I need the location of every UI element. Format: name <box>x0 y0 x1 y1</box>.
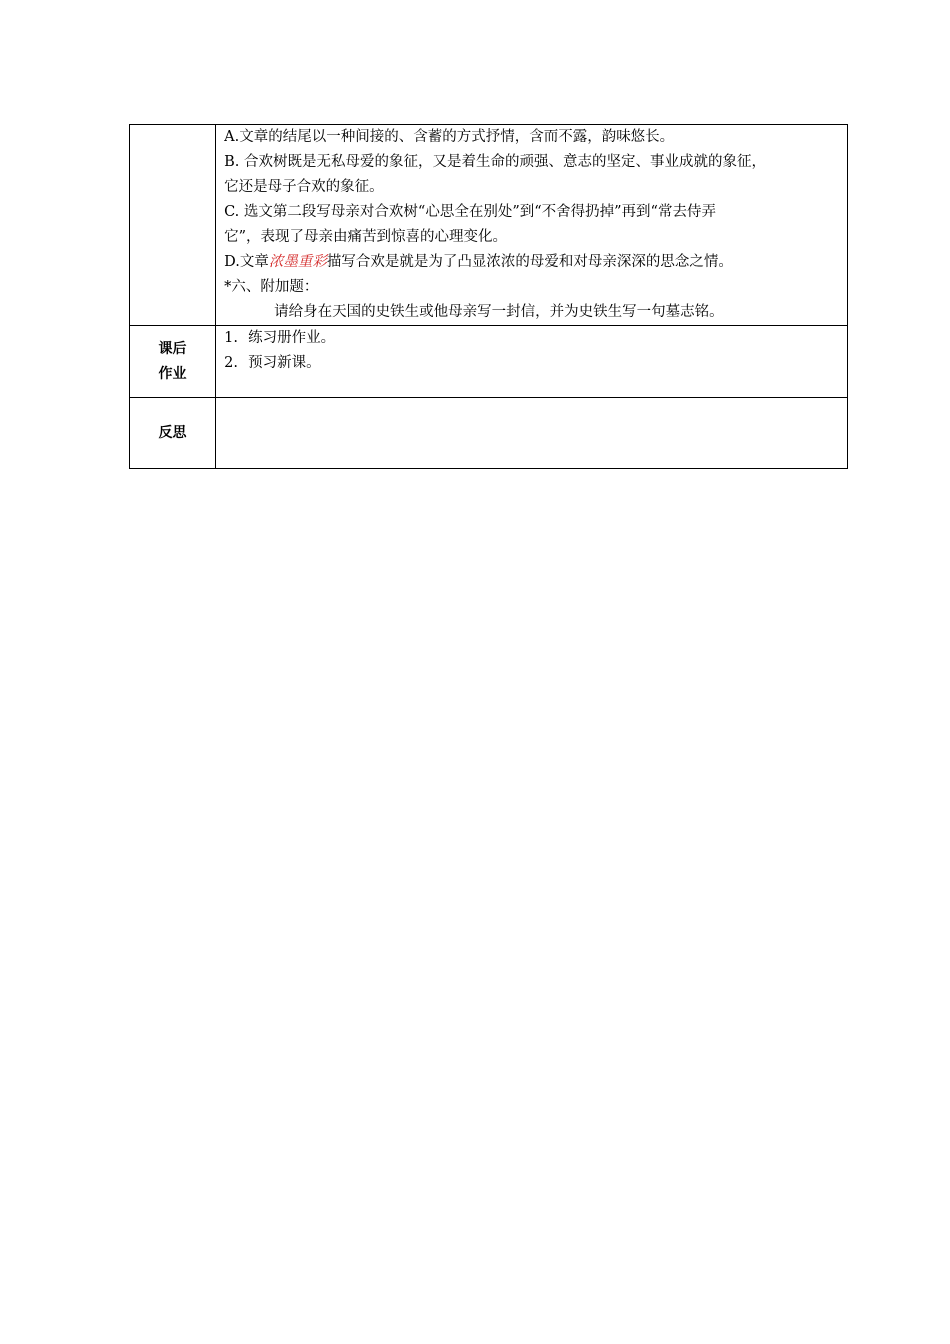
option-d <box>224 250 843 275</box>
exercise-label-cell <box>130 125 216 326</box>
homework-label-line1: 课后 <box>158 340 187 357</box>
homework-row <box>130 326 848 398</box>
homework-item-number: 2. <box>224 355 238 371</box>
reflection-content-cell <box>216 398 848 469</box>
homework-item <box>224 326 843 351</box>
homework-item-text: 预习新课。 <box>248 355 321 371</box>
homework-content-cell <box>216 326 848 398</box>
option-b-line2: 它还是母子合欢的象征。 <box>224 179 384 195</box>
homework-label-line2: 作业 <box>158 365 187 382</box>
option-d-highlight: 浓墨重彩 <box>268 254 327 270</box>
extra-question-task: 请给身在天国的史铁生或他母亲写一封信，并为史铁生写一句墓志铭。 <box>274 304 724 320</box>
homework-item <box>224 351 843 376</box>
homework-item-number: 1. <box>224 330 238 346</box>
homework-item-text: 练习册作业。 <box>248 330 336 346</box>
option-a: A.文章的结尾以一种间接的、含蓄的方式抒情，含而不露，韵味悠长。 <box>224 129 675 145</box>
option-d-prefix: D.文章 <box>224 254 269 270</box>
extra-question-title: *六、附加题： <box>224 279 319 295</box>
reflection-row <box>130 398 848 469</box>
exercise-content-cell <box>216 125 848 326</box>
lesson-plan-table <box>129 124 848 469</box>
option-c-line1: C. 选文第二段写母亲对合欢树“心思全在别处”到“不舍得扔掉”再到“常去侍弄 <box>224 204 716 220</box>
option-d-suffix: 描写合欢是就是为了凸显浓浓的母爱和对母亲深深的思念之情。 <box>326 254 733 270</box>
exercise-row <box>130 125 848 326</box>
homework-label <box>130 326 216 398</box>
option-c-line2: 它”，表现了母亲由痛苦到惊喜的心理变化。 <box>224 229 508 245</box>
option-b-line1: B. 合欢树既是无私母爱的象征，又是着生命的顽强、意志的坚定、事业成就的象征， <box>224 154 766 170</box>
reflection-label: 反思 <box>130 398 216 469</box>
